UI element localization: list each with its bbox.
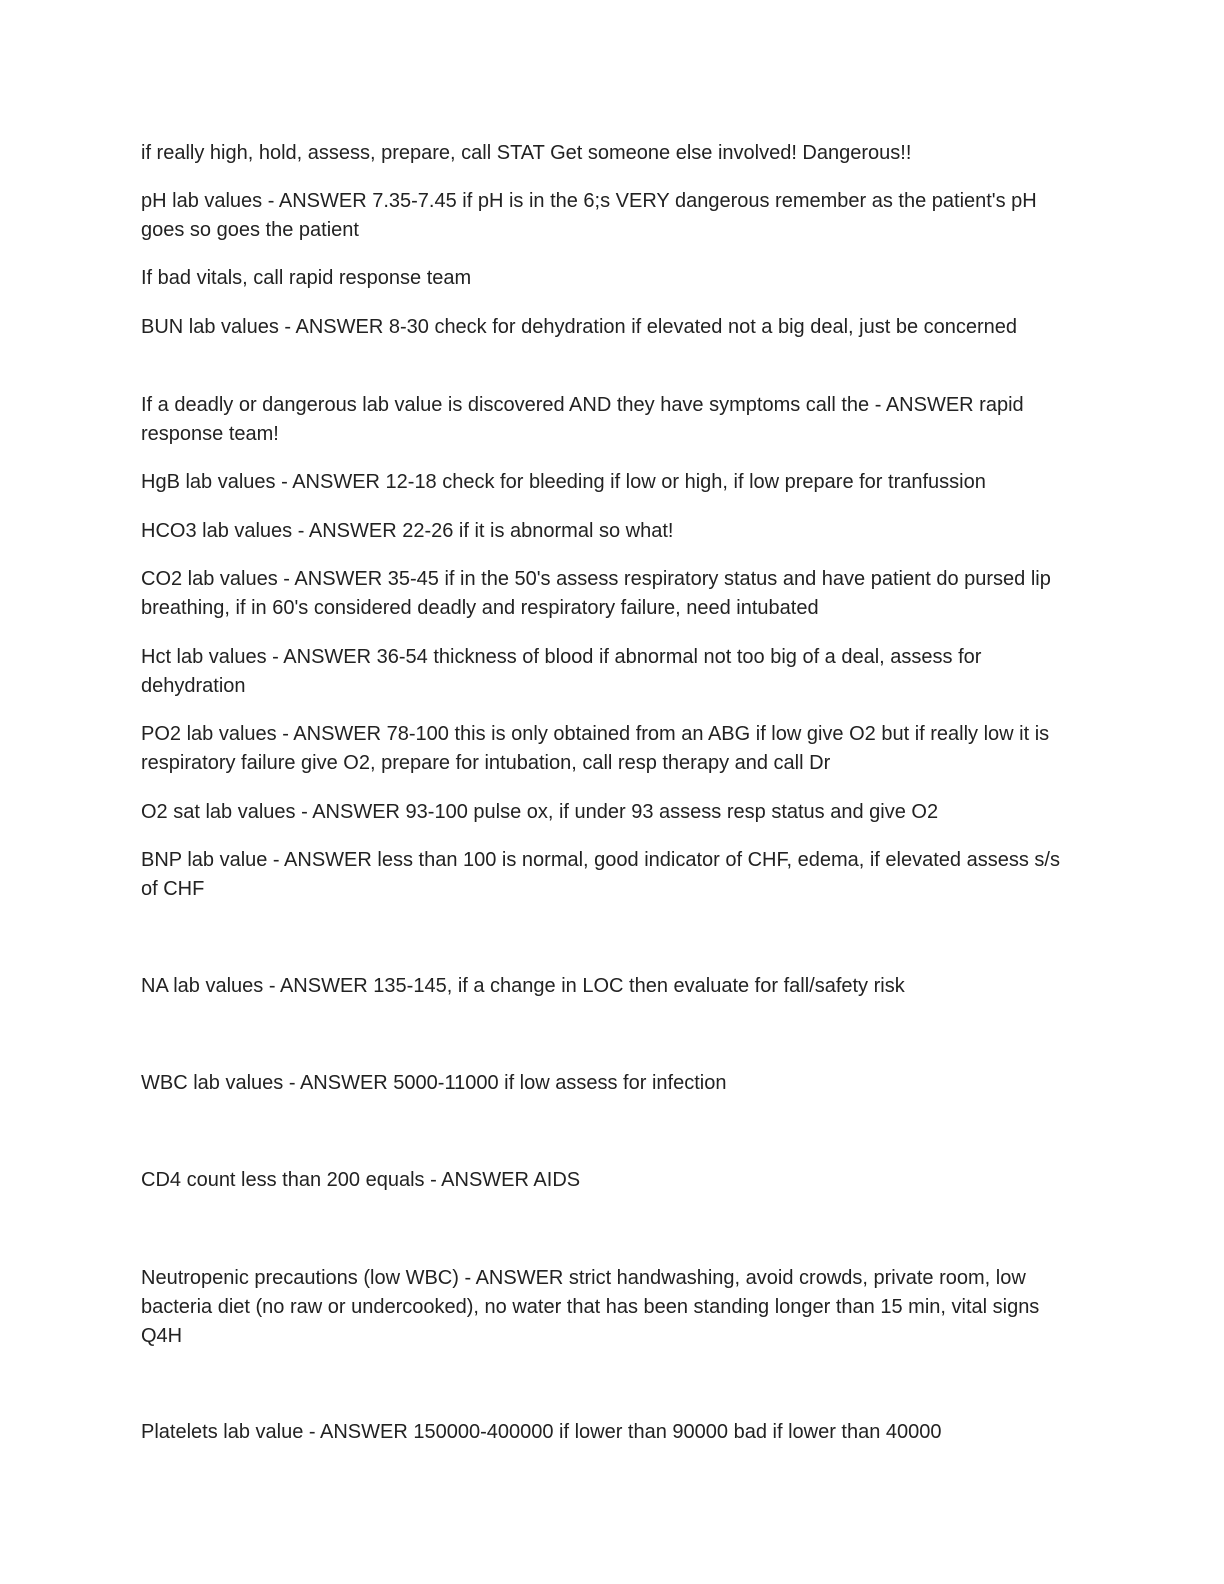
paragraph-o2-sat-values: O2 sat lab values - ANSWER 93-100 pulse ox, if under 93 assess resp status and give O2 bbox=[141, 801, 939, 823]
paragraph-hco3-values: HCO3 lab values - ANSWER 22-26 if it is abnormal so what! bbox=[141, 520, 674, 542]
paragraph-neutropenic-precautions: Neutropenic precautions (low WBC) - ANSWER strict handwashing, avoid crowds, private room, low bacteria diet (no raw or undercooked), no water that has been standing longer than 15 min, vital signs Q4H bbox=[141, 1267, 1040, 1347]
paragraph-hgb-values: HgB lab values - ANSWER 12-18 check for bleeding if low or high, if low prepare for tranfussion bbox=[141, 471, 986, 493]
paragraph-stat-warning: if really high, hold, assess, prepare, call STAT Get someone else involved! Dangerous!! bbox=[141, 142, 912, 164]
paragraph-na-values: NA lab values - ANSWER 135-145, if a change in LOC then evaluate for fall/safety risk bbox=[141, 975, 905, 997]
paragraph-hct-values: Hct lab values - ANSWER 36-54 thickness of blood if abnormal not too big of a deal, assess for dehydration bbox=[141, 646, 982, 697]
paragraph-ph-values: pH lab values - ANSWER 7.35-7.45 if pH is in the 6;s VERY dangerous remember as the patient's pH goes so goes the patient bbox=[141, 190, 1037, 241]
paragraph-bad-vitals: If bad vitals, call rapid response team bbox=[141, 267, 472, 289]
paragraph-cd4-count: CD4 count less than 200 equals - ANSWER AIDS bbox=[141, 1169, 581, 1191]
paragraph-co2-values: CO2 lab values - ANSWER 35-45 if in the 50's assess respiratory status and have patient do pursed lip breathing, if in 60's considered deadly and respiratory failure, need intubated bbox=[141, 568, 1051, 619]
paragraph-wbc-values: WBC lab values - ANSWER 5000-11000 if low assess for infection bbox=[141, 1072, 727, 1094]
paragraph-platelets-value: Platelets lab value - ANSWER 150000-400000 if lower than 90000 bad if lower than 40000 bbox=[141, 1421, 942, 1443]
paragraph-bnp-value: BNP lab value - ANSWER less than 100 is normal, good indicator of CHF, edema, if elevated assess s/s of CHF bbox=[141, 849, 1060, 900]
paragraph-bun-values: BUN lab values - ANSWER 8-30 check for dehydration if elevated not a big deal, just be concerned bbox=[141, 316, 1018, 338]
paragraph-po2-values: PO2 lab values - ANSWER 78-100 this is only obtained from an ABG if low give O2 but if really low it is respiratory failure give O2, prepare for intubation, call resp therapy and call Dr bbox=[141, 723, 1050, 774]
paragraph-rapid-response: If a deadly or dangerous lab value is discovered AND they have symptoms call the - ANSWER rapid response team! bbox=[141, 394, 1024, 445]
